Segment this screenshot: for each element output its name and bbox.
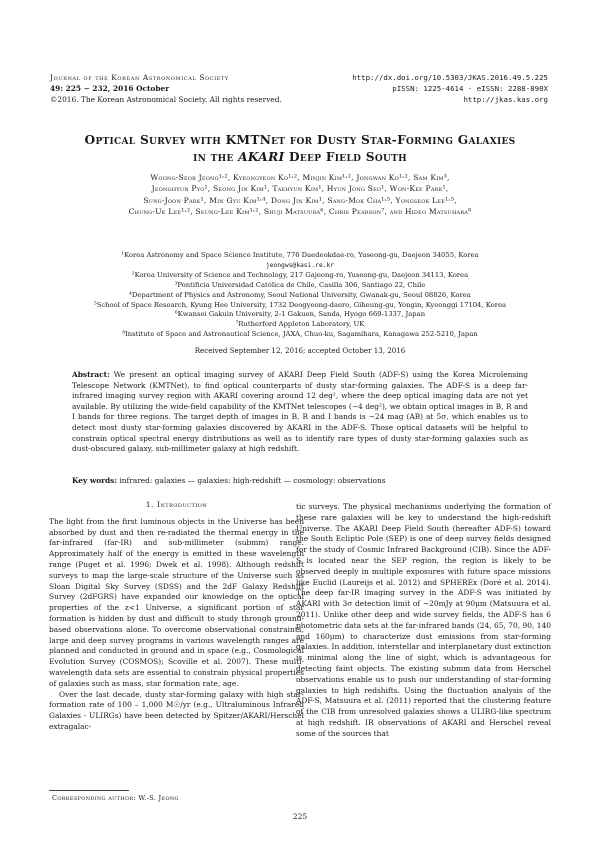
section-heading: 1. Introduction	[145, 500, 208, 509]
affiliation: ³Pontificia Universidad Católica de Chile, Casilla 306, Santiago 22, Chile	[174, 280, 426, 289]
keywords	[72, 476, 528, 486]
received-dates: Received September 12, 2016; accepted October 13, 2016	[194, 346, 406, 355]
affiliation: ⁴Department of Physics and Astronomy, Seoul National University, Gwanak-gu, Seoul 08826, Korea	[129, 290, 471, 299]
volume-issue: 49: 225 ∼ 232, 2016 October	[50, 84, 170, 93]
journal-identifiers	[352, 72, 548, 105]
title-line-1: Optical Survey with KMTNet for Dusty Star-Forming Galaxies	[84, 133, 516, 147]
title-line-2-post: Deep Field South	[284, 150, 407, 164]
corresponding-email[interactable]: jeongws@kasi.re.kr	[265, 261, 335, 269]
title-line-2	[40, 149, 560, 166]
journal-name: Journal of the Korean Astronomical Society	[50, 73, 229, 82]
keywords-text: infrared: galaxies — galaxies: high-redshift — cosmology: observations	[119, 476, 386, 485]
journal-url[interactable]: http://jkas.kas.org	[463, 95, 548, 104]
affiliation: ¹Korea Astronomy and Space Science Institute, 776 Daedeokdae-ro, Yuseong-gu, Daejeon 34055, Korea	[121, 251, 479, 259]
footnote-divider	[49, 790, 129, 791]
paragraph: Over the last decade, dusty star-forming galaxy with high star-formation rate of 100 – 1,000 M☉/yr (e.g., Ultraluminous Infrared Galaxies - ULIRGs) have been detected by Spitzer/AKARI/Herschel extragalac-	[49, 689, 304, 731]
page-number: 225	[292, 812, 308, 821]
keywords-label: Key words:	[72, 476, 118, 485]
author-list	[52, 172, 548, 218]
title-line-2-pre: in the	[193, 150, 239, 164]
body-column-left	[49, 500, 304, 733]
paragraph: The light from the first luminous objects in the Universe has been absorbed by dust and then re-radiated the thermal energy in the far-infrared (far-IR) and sub-millimeter (submm) range. Approximately half of the energy is emitted in these wavelength range (Puget et al. 1996; Dwek et al. 1998). Although redshift surveys to map the large-scale structure of the Universe such as Sloan Digital Sky Survey (SDSS) and the 2dF Galaxy Redshift Survey (2dFGRS) have expanded our knowledge on the optical properties of the z<1 Universe, a significant portion of star formation is hidden by dust and difficult to study through ground-based observations alone. To overcome observational constraints, large and deep survey programs in various wavelength ranges are planned and conducted in ground and in space (e.g., Cosmological Evolution Survey (COSMOS); Scoville et al. 2007). These multi-wavelength data sets are essential to constrain physical properties of galaxies such as mass, star formation rate, age.	[49, 516, 304, 688]
doi-link[interactable]: http://dx.doi.org/10.5303/JKAS.2016.49.5.225	[352, 73, 548, 82]
abstract-label: Abstract:	[72, 370, 110, 379]
affiliation: ⁷Rutherford Appleton Laboratory, UK	[235, 320, 365, 329]
author-line: Sung-Joon Park¹, Min Gyu Kim¹˒⁴, Dong Jin Kim¹, Sang-Mok Cha¹˒⁵, Yongseok Lee¹˒⁵,	[143, 195, 457, 205]
author-line: Jeonghyun Pyo¹, Seong Jin Kim¹, Taehyun Kim¹, Hyun Jong Seo¹, Won-Kee Park¹,	[151, 184, 449, 194]
title-line-2-em: AKARI	[238, 150, 285, 164]
affiliation-list	[52, 251, 548, 340]
author-line: Chung-Uk Lee¹˒², Seung-Lee Kim¹˒², Shuji Matsuura⁶, Chris Pearson⁷, and Hideo Matsuhara⁸	[128, 207, 472, 217]
copyright: ©2016. The Korean Astronomical Society. All rights reserved.	[50, 95, 282, 104]
author-line: Woong-Seob Jeong¹˒², Kyeongyeon Ko¹˒², Minjin Kim¹˒², Jongwan Ko¹˒², Sam Kim³,	[150, 173, 450, 182]
journal-header	[50, 72, 282, 105]
body-column-right	[296, 502, 551, 740]
corresponding-author-footnote: Corresponding author: W.-S. Jeong	[52, 794, 179, 802]
abstract-text: We present an optical imaging survey of AKARI Deep Field South (ADF-S) using the Korea Microlensing Telescope Network (KMTNet), to find optical counterparts of dusty star-forming galaxies. The ADF-S is a deep far-infrared imaging survey region with AKARI covering around 12 deg², where the deep optical imaging data are not yet available. By utilizing the wide-field capability of the KMTNet telescopes (∼4 deg²), we obtain optical images in B, R and I bands for three regions. The target depth of images in B, R and I bands is ∼24 mag (AB) at 5σ, which enables us to detect most dusty star-forming galaxies discovered by AKARI in the ADF-S. Those optical datasets will be helpful to constrain optical spectral energy distributions as well as to identify rare types of dusty star-forming galaxies such as dust-obscured galaxy, sub-millimeter galaxy at high redshift.	[72, 370, 528, 454]
affiliation: ⁵School of Space Research, Kyung Hee University, 1732 Deogyeong-daero, Giheung-gu, Yongin, Kyeonggi 17104, Korea	[93, 300, 507, 309]
paragraph: tic surveys. The physical mechanisms underlying the formation of these rare galaxies will be key to understand the high-redshift Universe. The AKARI Deep Field South (hereafter ADF-S) toward the South Ecliptic Pole (SEP) is one of deep survey fields designed for the study of Cosmic Infrared Background (CIB). Since the ADF-S is located near the SEP region, the region is likely to be observed deeply in multiple exposures with future space missions like Euclid (Laureijs et al. 2012) and SPHEREx (Doré et al. 2014). The deep far-IR imaging survey in the ADF-S was initiated by AKARI with 3σ detection limit of ∼20mJy at 90μm (Matsuura et al. 2011). Unlike other deep and wide survey fields, the ADF-S has 6 photometric data sets at the far-infrared bands (24, 65, 70, 90, 140 and 160μm) to characterize dust emissions from star-forming galaxies. In addition, interstellar and interplanetary dust extinction is minimal along the line of sight, which is advantageous for detecting faint objects. The existing submm data from Herschel observations enable us to push our understanding of star-forming galaxies to high redshifts. Using the fluctuation analysis of the ADF-S, Matsuura et al. (2011) reported that the clustering feature of the CIB from unresolved galaxies shows a ULIRG-like spectrum at high redshift. IR observations of AKARI and Herschel reveal some of the sources that	[296, 502, 551, 738]
affiliation: ²Korea University of Science and Technology, 217 Gajeong-ro, Yuseong-gu, Daejeon 34113, Korea	[131, 270, 469, 279]
paper-title	[40, 132, 560, 166]
affiliation: ⁸Institute of Space and Astronautical Science, JAXA, Chuo-ku, Sagamihara, Kanagawa 252-5210, Japan	[122, 330, 478, 339]
issn: pISSN: 1225-4614 · eISSN: 2288-890X	[392, 84, 548, 93]
abstract	[72, 370, 528, 455]
affiliation: ⁶Kwansei Gakuin University, 2-1 Gakuen, Sanda, Hyogo 669-1337, Japan	[174, 310, 426, 319]
